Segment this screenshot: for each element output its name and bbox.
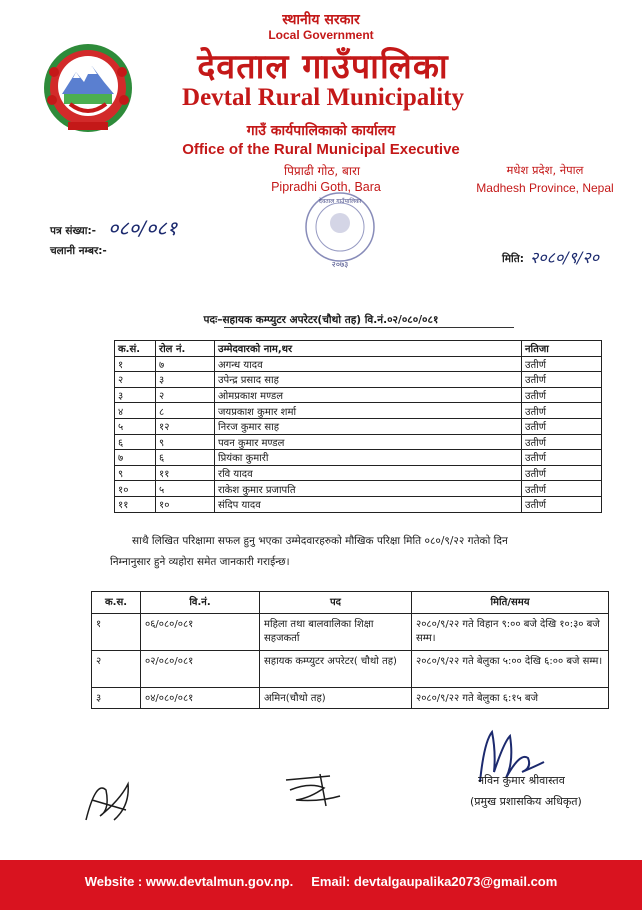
header-office-en: Office of the Rural Municipal Executive [182, 141, 460, 158]
interview-schedule-table [91, 591, 609, 709]
serial-cell: १० [115, 481, 156, 497]
stamp-text-top: देवताल गाउँपालिका [318, 198, 362, 205]
notice-cell: ०४/०८०/०८१ [141, 688, 260, 709]
serial-cell: १ [92, 614, 141, 651]
roll-cell: ८ [156, 403, 215, 419]
datetime-cell: २०८०/९/२२ गते विहान ९:०० बजे देखि १०:३० बजे सम्म। [412, 614, 609, 651]
serial-cell: ३ [115, 387, 156, 403]
name-cell: उपेन्द्र प्रसाद साह [215, 372, 522, 388]
post-cell: महिला तथा बालवालिका शिक्षा सहजकर्ता [260, 614, 412, 651]
serial-cell: ३ [92, 688, 141, 709]
result-cell: उतीर्ण [522, 434, 602, 450]
interview-header-row [92, 592, 609, 614]
dispatch-number-label: चलानी नम्बर:- [50, 245, 107, 257]
serial-cell: २ [115, 372, 156, 388]
serial-cell: २ [92, 651, 141, 688]
table-row [115, 450, 602, 466]
serial-cell: १ [115, 356, 156, 372]
header-notice-number: वि.नं. [141, 592, 260, 614]
header-post: पद [260, 592, 412, 614]
post-cell: सहायक कम्प्युटर अपरेटर( चौथो तह) [260, 651, 412, 688]
serial-cell: ४ [115, 403, 156, 419]
stamp-text-year: २०७३ [331, 260, 349, 269]
serial-cell: ६ [115, 434, 156, 450]
name-cell: निरज कुमार साह [215, 418, 522, 434]
signer-title: (प्रमुख प्रशासकिय अधिकृत) [470, 795, 582, 808]
roll-cell: १० [156, 496, 215, 512]
result-cell: उतीर्ण [522, 356, 602, 372]
post-title: पदः–सहायक कम्प्युटर अपरेटर(चौथो तह) वि.नं.०२/०८०/०८१ [203, 314, 439, 326]
note-line-2: निम्नानुसार हुने व्यहोरा समेत जानकारी गराईन्छ। [110, 556, 290, 568]
header-serial: क.सं. [115, 341, 156, 357]
table-row [92, 651, 609, 688]
result-cell: उतीर्ण [522, 450, 602, 466]
notice-cell: ०२/०८०/०८१ [141, 651, 260, 688]
signer-name: नविन कुमार श्रीवास्तव [478, 774, 565, 787]
table-row [115, 387, 602, 403]
name-cell: रवि यादव [215, 465, 522, 481]
header-municipality-np: देवताल गाउँपालिका [197, 47, 449, 87]
roll-cell: ९ [156, 434, 215, 450]
ref-number-label: पत्र संख्या:- [50, 225, 97, 237]
roll-cell: २ [156, 387, 215, 403]
name-cell: राकेश कुमार प्रजापति [215, 481, 522, 497]
header-roll-number: रोल नं. [156, 341, 215, 357]
result-cell: उतीर्ण [522, 403, 602, 419]
header-local-government-np: स्थानीय सरकार [282, 12, 360, 28]
result-cell: उतीर्ण [522, 496, 602, 512]
name-cell: अगन्ध यादव [215, 356, 522, 372]
header-local-government-en: Local Government [268, 28, 374, 42]
name-cell: संदिप यादव [215, 496, 522, 512]
name-cell: पवन कुमार मण्डल [215, 434, 522, 450]
date-label: मिति: [502, 253, 524, 265]
name-cell: प्रियंका कुमारी [215, 450, 522, 466]
result-cell: उतीर्ण [522, 418, 602, 434]
table-row [92, 614, 609, 651]
address-en: Pipradhi Goth, Bara [271, 180, 381, 194]
serial-cell: ७ [115, 450, 156, 466]
province-np: मधेश प्रदेश, नेपाल [506, 163, 584, 177]
result-cell: उतीर्ण [522, 465, 602, 481]
notice-cell: ०६/०८०/०८१ [141, 614, 260, 651]
date-value: २०८०/९/२० [530, 248, 600, 267]
result-cell: उतीर्ण [522, 481, 602, 497]
table-row [115, 434, 602, 450]
signature-left [80, 770, 140, 830]
datetime-cell: २०८०/९/२२ गते बेलुका ६:१५ बजे [412, 688, 609, 709]
header-result: नतिजा [522, 341, 602, 357]
table-row [115, 372, 602, 388]
name-cell: ओमप्रकाश मण्डल [215, 387, 522, 403]
roll-cell: ५ [156, 481, 215, 497]
table-row [115, 481, 602, 497]
note-line-1: साथै लिखित परिक्षामा सफल हुनु भएका उम्मेदवारहरुको मौखिक परिक्षा मिति ०८०/९/२२ गतेको दिन [132, 535, 508, 547]
post-title-underline [224, 327, 514, 328]
province-en: Madhesh Province, Nepal [476, 181, 614, 195]
datetime-cell: २०८०/९/२२ गते बेलुका ५:०० देखि ६:०० बजे सम्म। [412, 651, 609, 688]
footer-contact: Website : www.devtalmun.gov.np. Email: devtalgaupalika2073@gmail.com [84, 874, 558, 889]
result-cell: उतीर्ण [522, 372, 602, 388]
name-cell: जयप्रकाश कुमार शर्मा [215, 403, 522, 419]
office-stamp [290, 185, 390, 275]
table-row [115, 403, 602, 419]
roll-cell: ११ [156, 465, 215, 481]
signature-middle [280, 770, 350, 810]
roll-cell: ६ [156, 450, 215, 466]
table-row [115, 356, 602, 372]
header-serial: क.स. [92, 592, 141, 614]
roll-cell: १२ [156, 418, 215, 434]
header-candidate-name: उम्मेदवारको नाम,थर [215, 341, 522, 357]
table-row [115, 465, 602, 481]
serial-cell: ५ [115, 418, 156, 434]
post-cell: अमिन(चौथो तह) [260, 688, 412, 709]
serial-cell: ११ [115, 496, 156, 512]
table-row [92, 688, 609, 709]
table-row [115, 418, 602, 434]
header-municipality-en: Devtal Rural Municipality [182, 84, 464, 111]
header-date-time: मिति/समय [412, 592, 609, 614]
serial-cell: ९ [115, 465, 156, 481]
ref-number-value: ०८०/०८१ [108, 216, 178, 240]
table-row [115, 496, 602, 512]
result-table [114, 340, 602, 513]
header-office-np: गाउँ कार्यपालिकाको कार्यालय [246, 123, 396, 139]
roll-cell: ७ [156, 356, 215, 372]
result-cell: उतीर्ण [522, 387, 602, 403]
address-np: पिप्राढी गोठ, बारा [284, 164, 360, 178]
result-table-header-row [115, 341, 602, 357]
roll-cell: ३ [156, 372, 215, 388]
